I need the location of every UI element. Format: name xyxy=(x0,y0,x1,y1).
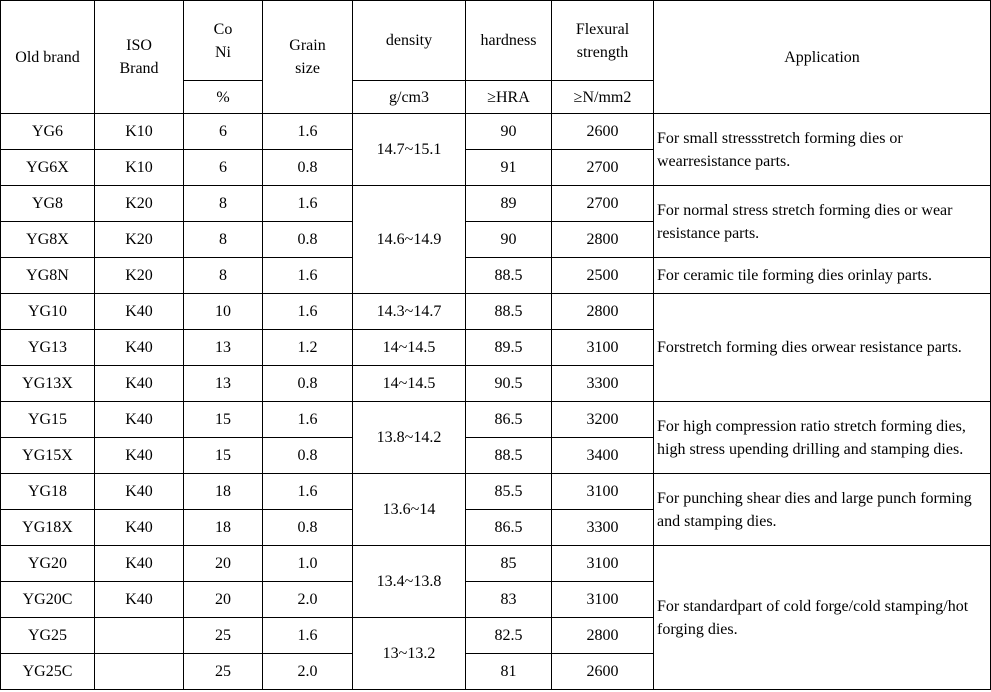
cell-iso-brand: K10 xyxy=(95,114,184,150)
cell-co: 13 xyxy=(184,366,263,402)
cell-flexural: 2500 xyxy=(552,258,654,294)
cell-hardness: 88.5 xyxy=(466,438,552,474)
cell-density: 13.8~14.2 xyxy=(353,402,466,474)
cell-application: For high compression ratio stretch forming dies, high stress upending drilling and stamping dies. xyxy=(654,402,991,474)
cell-old-brand: YG13 xyxy=(1,330,95,366)
cell-density: 14.3~14.7 xyxy=(353,294,466,330)
cell-density: 14~14.5 xyxy=(353,330,466,366)
cell-grain: 0.8 xyxy=(263,510,353,546)
cell-grain: 1.6 xyxy=(263,258,353,294)
cell-iso-brand: K40 xyxy=(95,294,184,330)
table-row xyxy=(1,186,991,222)
cell-hardness: 86.5 xyxy=(466,510,552,546)
cell-density: 14.6~14.9 xyxy=(353,186,466,294)
cell-grain: 2.0 xyxy=(263,654,353,690)
cell-old-brand: YG8X xyxy=(1,222,95,258)
cell-density: 13~13.2 xyxy=(353,618,466,690)
cell-co: 8 xyxy=(184,258,263,294)
cell-hardness: 88.5 xyxy=(466,294,552,330)
cell-old-brand: YG8N xyxy=(1,258,95,294)
cell-co: 6 xyxy=(184,150,263,186)
cell-flexural: 2800 xyxy=(552,222,654,258)
cell-co: 15 xyxy=(184,438,263,474)
cell-co: 20 xyxy=(184,546,263,582)
cell-iso-brand: K40 xyxy=(95,474,184,510)
cell-hardness: 83 xyxy=(466,582,552,618)
header-application: Application xyxy=(654,1,991,114)
cell-flexural: 2600 xyxy=(552,654,654,690)
cell-old-brand: YG15 xyxy=(1,402,95,438)
cell-grain: 1.2 xyxy=(263,330,353,366)
cell-hardness: 85 xyxy=(466,546,552,582)
cell-old-brand: YG6X xyxy=(1,150,95,186)
table-row xyxy=(1,546,991,582)
cell-hardness: 81 xyxy=(466,654,552,690)
cell-iso-brand: K40 xyxy=(95,546,184,582)
header-density: density xyxy=(353,1,466,81)
cell-density: 13.6~14 xyxy=(353,474,466,546)
cell-flexural: 3100 xyxy=(552,474,654,510)
cell-flexural: 2800 xyxy=(552,618,654,654)
header-row xyxy=(1,1,991,81)
cell-co: 8 xyxy=(184,186,263,222)
cell-flexural: 3300 xyxy=(552,510,654,546)
cell-old-brand: YG18 xyxy=(1,474,95,510)
cell-co: 15 xyxy=(184,402,263,438)
cell-old-brand: YG6 xyxy=(1,114,95,150)
header-iso-brand: ISO Brand xyxy=(95,1,184,114)
header-co-ni: Co Ni xyxy=(184,1,263,81)
cell-co: 13 xyxy=(184,330,263,366)
cell-old-brand: YG25 xyxy=(1,618,95,654)
unit-co: % xyxy=(184,81,263,114)
cell-hardness: 89 xyxy=(466,186,552,222)
cell-flexural: 2700 xyxy=(552,186,654,222)
cell-iso-brand: K20 xyxy=(95,222,184,258)
cell-application: For standardpart of cold forge/cold stamping/hot forging dies. xyxy=(654,546,991,690)
unit-flexural: ≥N/mm2 xyxy=(552,81,654,114)
cell-hardness: 90 xyxy=(466,114,552,150)
cell-hardness: 86.5 xyxy=(466,402,552,438)
header-old-brand: Old brand xyxy=(1,1,95,114)
cell-hardness: 91 xyxy=(466,150,552,186)
table-row xyxy=(1,114,991,150)
cell-hardness: 90 xyxy=(466,222,552,258)
cell-old-brand: YG8 xyxy=(1,186,95,222)
cell-grain: 1.0 xyxy=(263,546,353,582)
cell-iso-brand: K10 xyxy=(95,150,184,186)
cell-application: For punching shear dies and large punch forming and stamping dies. xyxy=(654,474,991,546)
header-flexural-strength: Flexural strength xyxy=(552,1,654,81)
cell-hardness: 90.5 xyxy=(466,366,552,402)
cell-density: 14~14.5 xyxy=(353,366,466,402)
cell-iso-brand: K40 xyxy=(95,366,184,402)
cell-flexural: 3100 xyxy=(552,546,654,582)
cell-iso-brand xyxy=(95,618,184,654)
cell-old-brand: YG10 xyxy=(1,294,95,330)
cell-co: 10 xyxy=(184,294,263,330)
cell-grain: 1.6 xyxy=(263,402,353,438)
table-row xyxy=(1,402,991,438)
cell-iso-brand: K40 xyxy=(95,402,184,438)
table-row xyxy=(1,258,991,294)
cell-co: 18 xyxy=(184,474,263,510)
cell-flexural: 2800 xyxy=(552,294,654,330)
cell-application: Forstretch forming dies orwear resistance parts. xyxy=(654,294,991,402)
cell-grain: 0.8 xyxy=(263,366,353,402)
cell-hardness: 82.5 xyxy=(466,618,552,654)
cell-grain: 1.6 xyxy=(263,294,353,330)
cell-old-brand: YG15X xyxy=(1,438,95,474)
cell-iso-brand xyxy=(95,654,184,690)
cell-flexural: 2600 xyxy=(552,114,654,150)
cell-co: 8 xyxy=(184,222,263,258)
cell-grain: 1.6 xyxy=(263,618,353,654)
cell-old-brand: YG25C xyxy=(1,654,95,690)
cell-flexural: 3100 xyxy=(552,330,654,366)
cell-application: For normal stress stretch forming dies or wear resistance parts. xyxy=(654,186,991,258)
unit-density: g/cm3 xyxy=(353,81,466,114)
header-hardness: hardness xyxy=(466,1,552,81)
cell-old-brand: YG13X xyxy=(1,366,95,402)
cell-flexural: 2700 xyxy=(552,150,654,186)
table-row xyxy=(1,474,991,510)
cell-hardness: 89.5 xyxy=(466,330,552,366)
cell-hardness: 85.5 xyxy=(466,474,552,510)
cell-co: 18 xyxy=(184,510,263,546)
cell-iso-brand: K40 xyxy=(95,510,184,546)
cell-hardness: 88.5 xyxy=(466,258,552,294)
cell-co: 6 xyxy=(184,114,263,150)
cell-iso-brand: K20 xyxy=(95,186,184,222)
cell-old-brand: YG20C xyxy=(1,582,95,618)
cell-old-brand: YG18X xyxy=(1,510,95,546)
cell-iso-brand: K40 xyxy=(95,330,184,366)
cell-grain: 0.8 xyxy=(263,222,353,258)
cell-grain: 1.6 xyxy=(263,114,353,150)
cell-grain: 0.8 xyxy=(263,438,353,474)
cell-grain: 0.8 xyxy=(263,150,353,186)
cell-density: 14.7~15.1 xyxy=(353,114,466,186)
cell-co: 25 xyxy=(184,654,263,690)
cell-old-brand: YG20 xyxy=(1,546,95,582)
cell-grain: 2.0 xyxy=(263,582,353,618)
cell-co: 25 xyxy=(184,618,263,654)
cell-application: For small stressstretch forming dies or wearresistance parts. xyxy=(654,114,991,186)
cell-iso-brand: K40 xyxy=(95,438,184,474)
cell-iso-brand: K20 xyxy=(95,258,184,294)
cell-flexural: 3100 xyxy=(552,582,654,618)
unit-hardness: ≥HRA xyxy=(466,81,552,114)
cell-flexural: 3200 xyxy=(552,402,654,438)
cell-grain: 1.6 xyxy=(263,474,353,510)
cell-density: 13.4~13.8 xyxy=(353,546,466,618)
cell-flexural: 3300 xyxy=(552,366,654,402)
header-grain-size: Grain size xyxy=(263,1,353,114)
table-row xyxy=(1,294,991,330)
cell-grain: 1.6 xyxy=(263,186,353,222)
cell-co: 20 xyxy=(184,582,263,618)
cell-application: For ceramic tile forming dies orinlay parts. xyxy=(654,258,991,294)
cell-iso-brand: K40 xyxy=(95,582,184,618)
cell-flexural: 3400 xyxy=(552,438,654,474)
